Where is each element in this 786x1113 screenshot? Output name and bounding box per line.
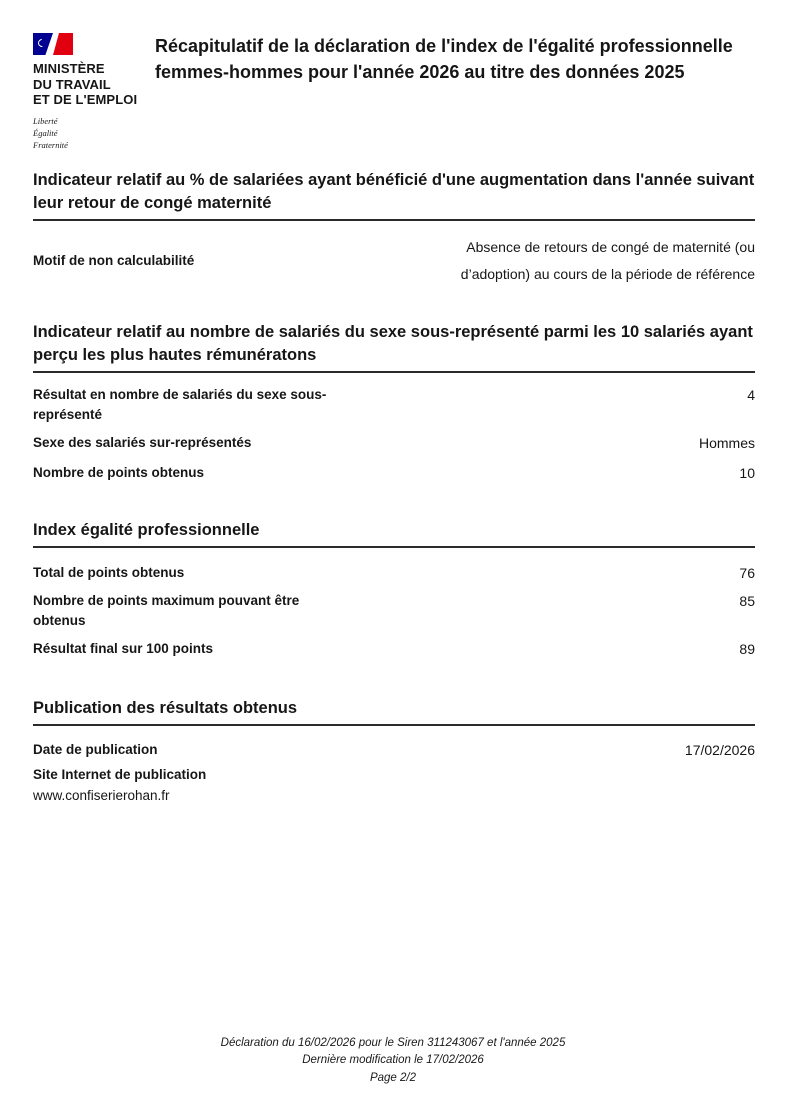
republic-motto: [33, 115, 155, 152]
footer-modification-line: Dernière modification le 17/02/2026: [302, 1054, 484, 1067]
row-resultat-sexe-sous-represente: [33, 385, 755, 424]
ministry-name: [33, 61, 155, 108]
row-resultat-final: [33, 639, 755, 659]
ministry-name-line3: ET DE L'EMPLOI: [33, 92, 138, 108]
flag-red-block: [53, 33, 73, 55]
marianne-swirl-icon: [36, 37, 47, 48]
row-label: Résultat final sur 100 points: [33, 640, 214, 656]
motto-liberte: Liberté: [33, 115, 58, 126]
ministry-name-line1: MINISTÈRE: [33, 61, 105, 76]
row-value: 17/02/2026: [684, 741, 755, 758]
row-label: Total de points obtenus: [33, 565, 185, 581]
section-index-egalite: [33, 519, 755, 659]
section-heading-highest-pay: Indicateur relatif au nombre de salariés du sexe sous-représenté parmi les 10 salariés ayant perçu les plus hautes rémunératons: [33, 321, 755, 373]
flag-blue-block: [33, 33, 53, 55]
row-value: 76: [739, 565, 755, 582]
row-value: Absence de retours de congé de maternité (ou d’adoption) au cours de la période de référence: [460, 238, 755, 282]
row-date-publication: [33, 740, 755, 760]
page-footer: [0, 1035, 786, 1087]
row-value: 85: [739, 593, 755, 610]
section-heading-publication: Publication des résultats obtenus: [33, 697, 755, 726]
section-heading-index: Index égalité professionnelle: [33, 519, 755, 548]
row-points-obtenus: [33, 463, 755, 483]
row-value: 10: [739, 464, 755, 481]
row-total-points: [33, 563, 755, 583]
row-label: Motif de non calculabilité: [33, 252, 195, 268]
publication-website-url: www.confiserierohan.fr: [33, 787, 170, 803]
row-label: Date de publication: [33, 741, 158, 757]
row-value: 89: [739, 640, 755, 657]
row-label: Résultat en nombre de salariés du sexe sous-représenté: [33, 387, 327, 422]
ministry-name-line2: DU TRAVAIL: [33, 76, 111, 92]
motto-egalite: Égalité: [33, 128, 58, 139]
french-flag-icon: [33, 33, 73, 55]
row-label: Sexe des salariés sur-représentés: [33, 435, 252, 451]
section-publication: [33, 697, 755, 806]
footer-declaration-line: Déclaration du 16/02/2026 pour le Siren 311243067 et l'année 2025: [220, 1037, 566, 1049]
section-maternity-indicator: [33, 169, 755, 287]
row-site-internet-label: [33, 765, 755, 785]
row-label: Site Internet de publication: [33, 767, 207, 783]
row-label: Nombre de points maximum pouvant être obtenus: [33, 593, 300, 628]
row-label: Nombre de points obtenus: [33, 464, 205, 480]
row-value: 4: [747, 387, 755, 404]
row-value: Hommes: [698, 435, 755, 452]
row-points-maximum: [33, 591, 755, 630]
footer-page-number: Page 2/2: [369, 1071, 417, 1084]
row-motif-non-calculabilite: [33, 234, 755, 287]
document-title: Récapitulatif de la déclaration de l'index de l'égalité professionnelle femmes-hommes pour l'année 2026 au titre des données 2025: [155, 36, 733, 82]
ministry-logo: [33, 33, 155, 152]
section-heading-maternity: Indicateur relatif au % de salariées ayant bénéficié d'une augmentation dans l'année suivant leur retour de congé maternité: [33, 169, 755, 221]
document-header: [33, 33, 755, 152]
row-sexe-sur-representes: [33, 433, 755, 453]
motto-fraternite: Fraternité: [33, 140, 68, 151]
section-highest-pay-indicator: [33, 321, 755, 483]
